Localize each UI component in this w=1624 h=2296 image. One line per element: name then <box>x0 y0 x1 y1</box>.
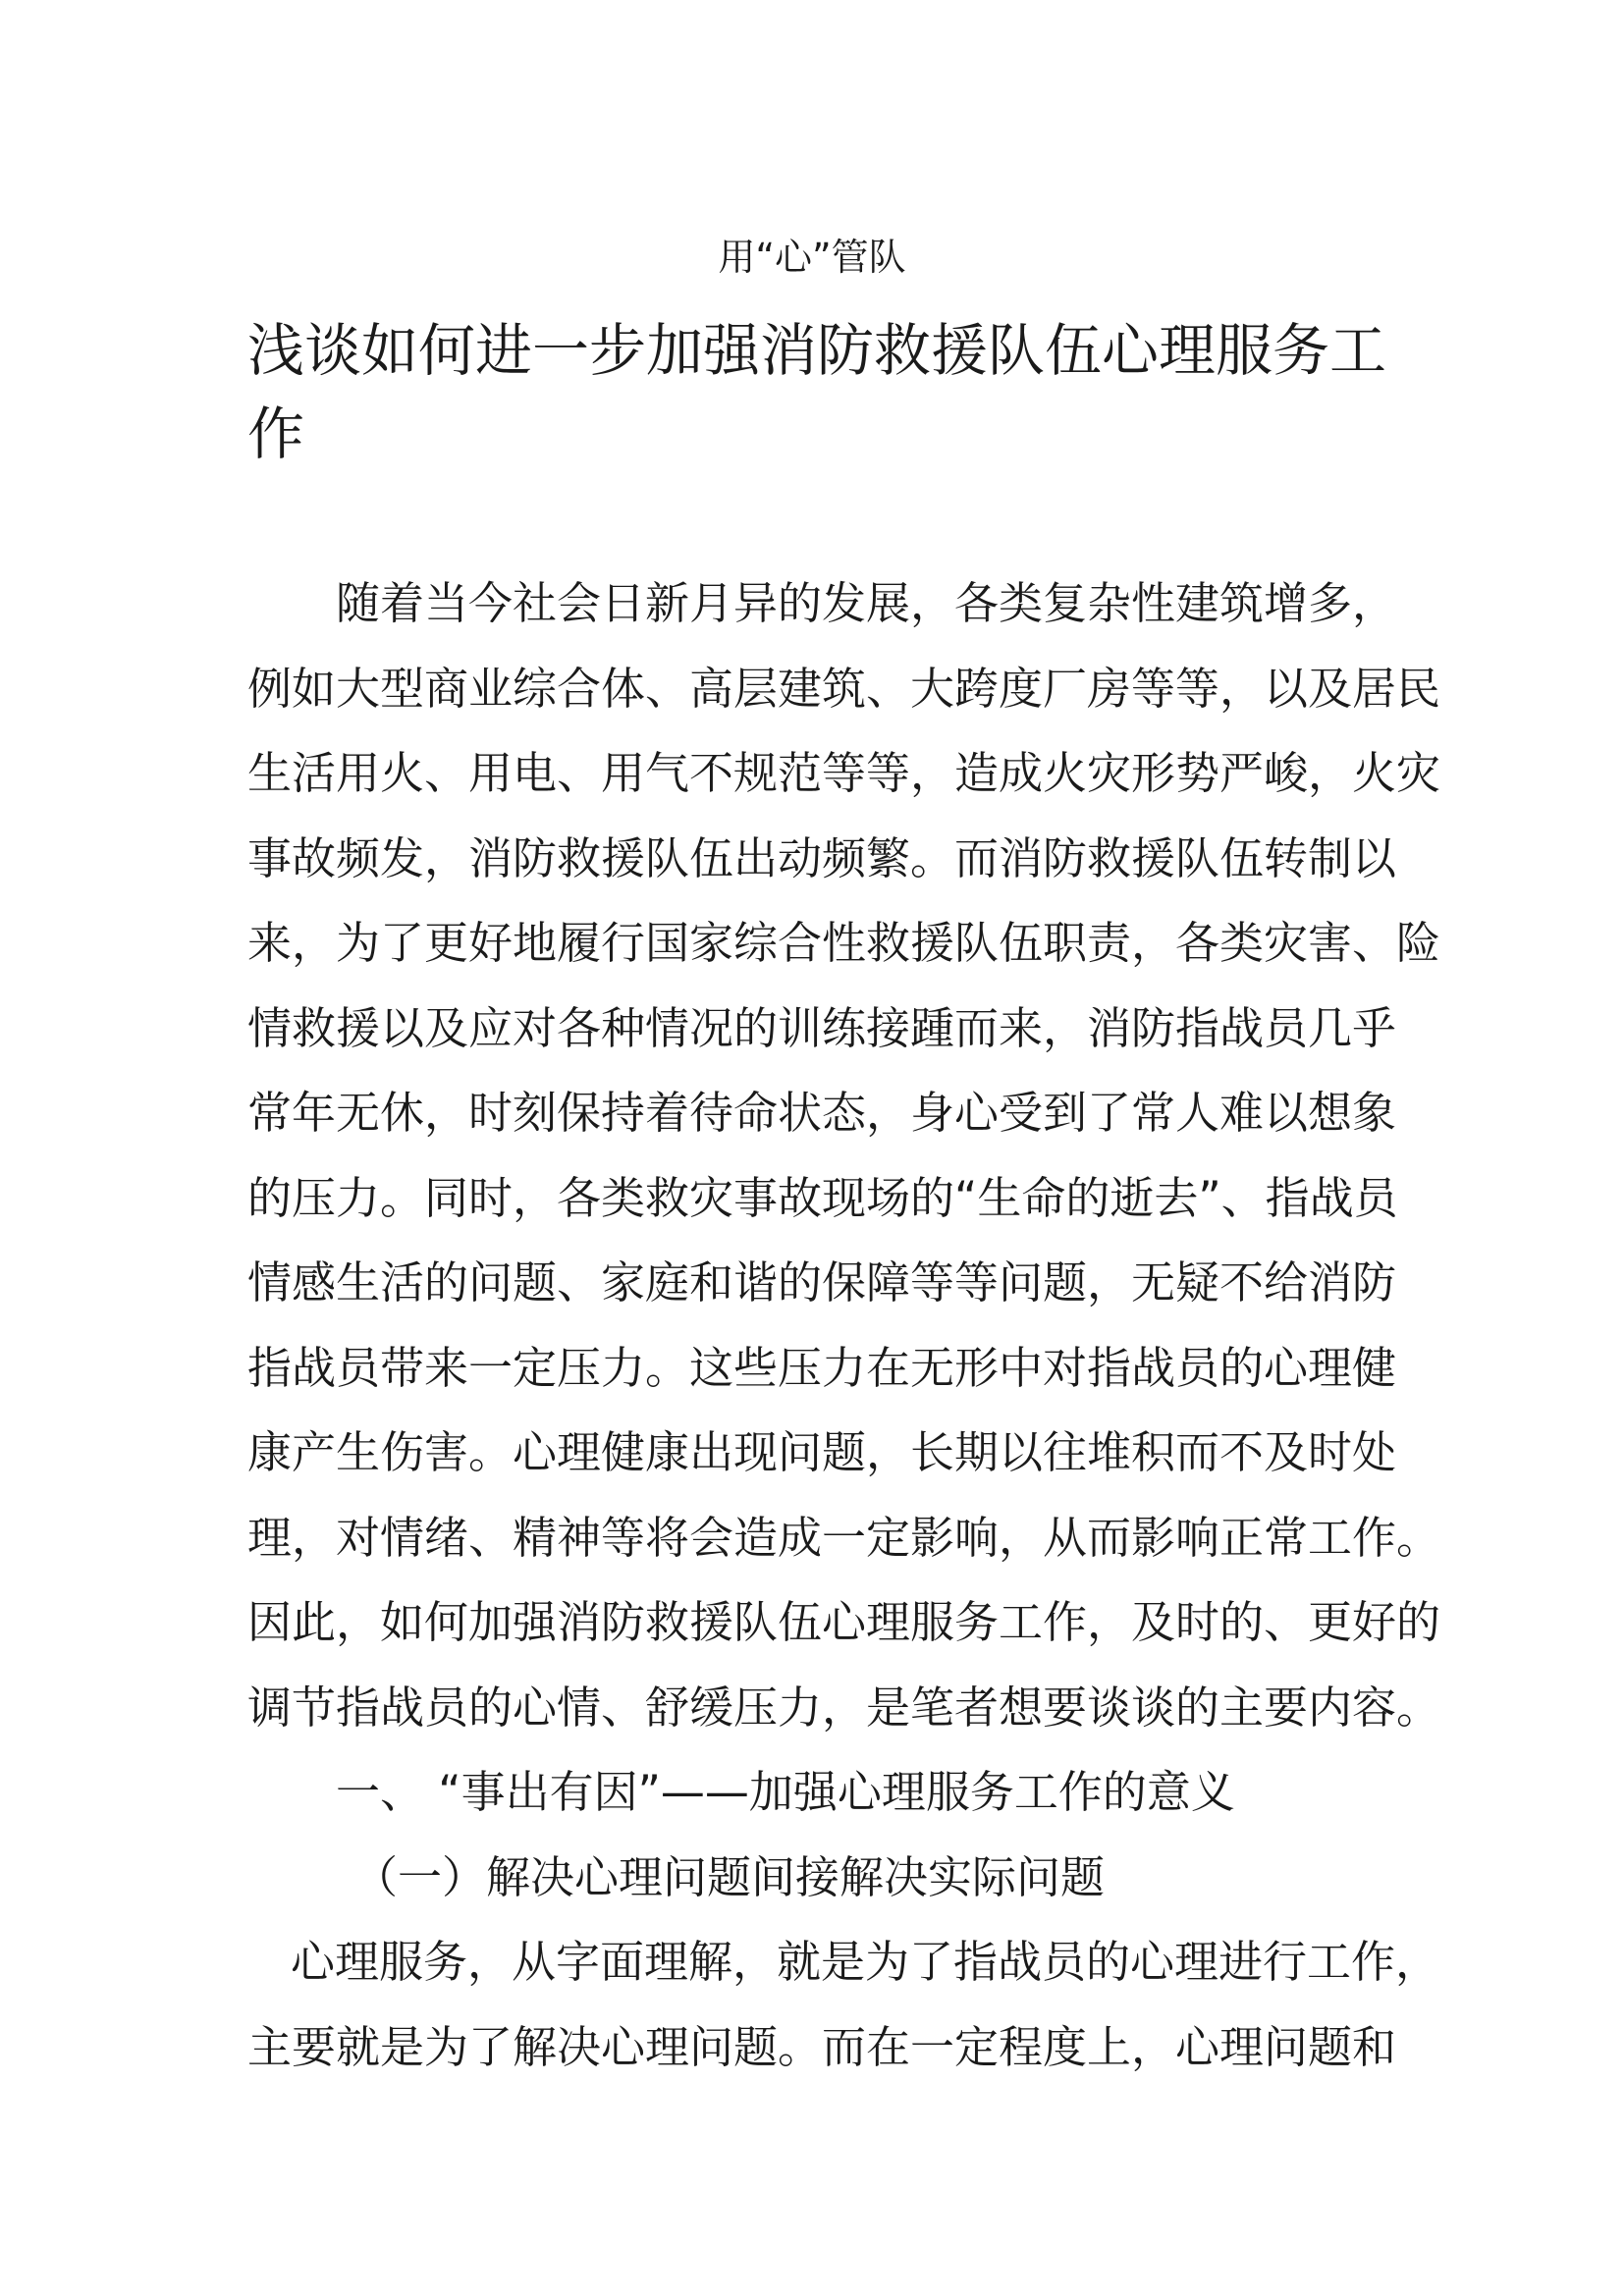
subsection-heading-1: （一）解决心理问题间接解决实际问题 <box>353 1850 1106 1903</box>
paragraph-line: 生活用火、用电、用气不规范等等，造成火灾形势严峻，火灾 <box>247 747 1441 799</box>
paragraph-line: 心理服务，从字面理解，就是为了指战员的心理进行工作， <box>291 1936 1440 1988</box>
document-subtitle: 用“心”管队 <box>718 236 906 279</box>
paragraph-line: 来，为了更好地履行国家综合性救援队伍职责，各类灾害、险 <box>247 917 1441 969</box>
paragraph-line: 康产生伤害。心理健康出现问题，长期以往堆积而不及时处 <box>247 1426 1397 1478</box>
paragraph-line: 主要就是为了解决心理问题。而在一定程度上，心理问题和 <box>247 2020 1397 2073</box>
paragraph-line: 例如大型商业综合体、高层建筑、大跨度厂房等等，以及居民 <box>247 662 1441 715</box>
paragraph-line: 的压力。同时，各类救灾事故现场的“生命的逝去”、指战员 <box>247 1171 1398 1224</box>
paragraph-line: 因此，如何加强消防救援队伍心理服务工作，及时的、更好的 <box>247 1596 1441 1648</box>
paragraph-line: 指战员带来一定压力。这些压力在无形中对指战员的心理健 <box>247 1341 1397 1394</box>
paragraph-line: 随着当今社会日新月异的发展，各类复杂性建筑增多， <box>336 577 1397 629</box>
paragraph-line: 情救援以及应对各种情况的训练接踵而来，消防指战员几乎 <box>247 1001 1397 1054</box>
paragraph-line: 情感生活的问题、家庭和谐的保障等等问题，无疑不给消防 <box>247 1256 1397 1308</box>
document-body <box>247 561 1441 2090</box>
paragraph-line: 事故频发，消防救援队伍出动频繁。而消防救援队伍转制以 <box>247 831 1397 884</box>
paragraph-line: 常年无休，时刻保持着待命状态，身心受到了常人难以想象 <box>247 1087 1397 1139</box>
document-title-line-1: 浅谈如何进一步加强消防救援队伍心理服务工 <box>247 317 1387 384</box>
paragraph-line: 调节指战员的心情、舒缓压力，是笔者想要谈谈的主要内容。 <box>247 1681 1441 1734</box>
paragraph-line: 理，对情绪、精神等将会造成一定影响，从而影响正常工作。 <box>247 1511 1441 1564</box>
section-heading-1: 一、 “事出有因”——加强心理服务工作的意义 <box>336 1766 1235 1818</box>
document-title-line-2: 作 <box>247 400 305 467</box>
